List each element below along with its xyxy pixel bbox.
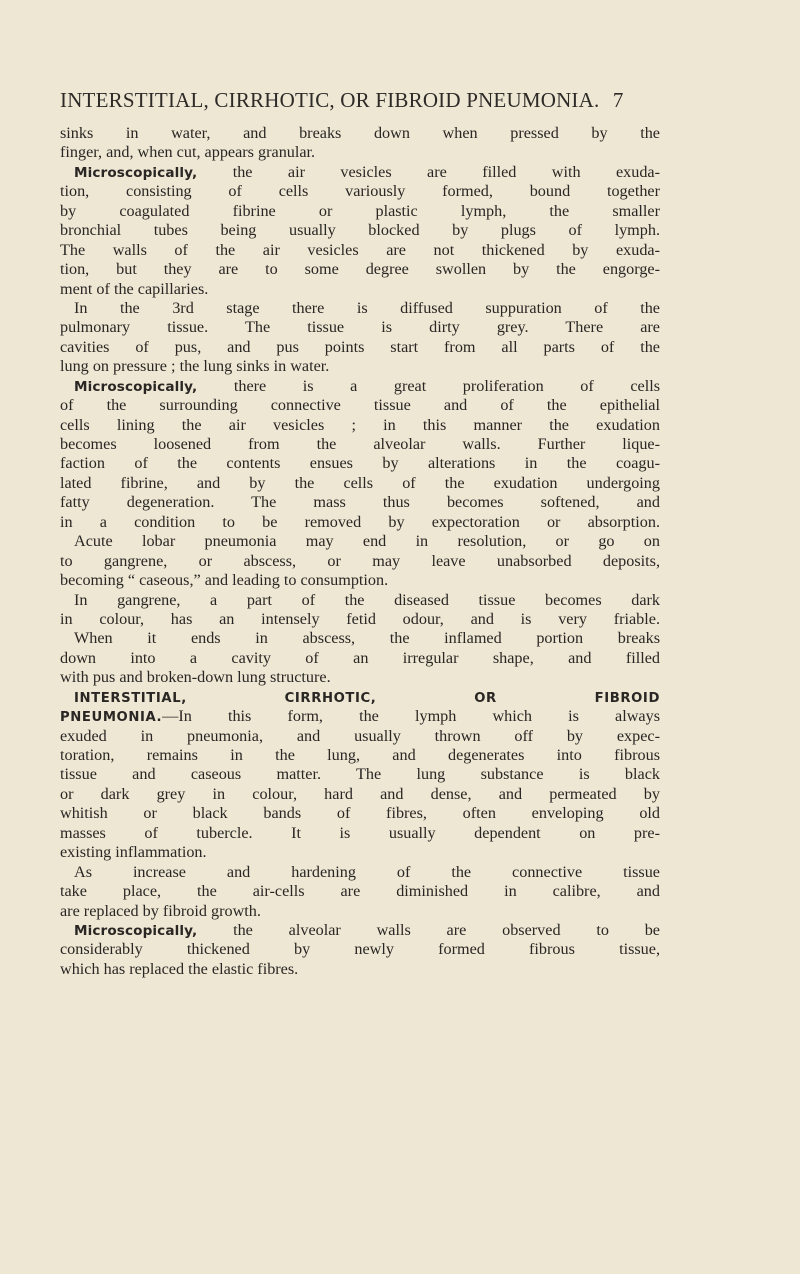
text-run: sinks in water, and breaks down when pressed by the: [60, 124, 660, 142]
run-in-heading: Microscopically,: [74, 922, 198, 939]
run-in-heading: PNEUMONIA.: [60, 710, 163, 726]
text-line: [60, 202, 660, 221]
text-run: The walls of the air vesicles are not thickened by exuda-: [60, 240, 660, 259]
text-line: [60, 824, 660, 843]
text-line: [60, 629, 660, 648]
text-line: [60, 435, 660, 454]
text-line: [60, 727, 660, 746]
text-line: [60, 318, 660, 337]
text-run: with pus and broken-down lung structure.: [60, 668, 331, 687]
text-run: toration, remains in the lung, and degenerates into fibrous: [60, 746, 660, 764]
text-run: which has replaced the elastic fibres.: [60, 959, 299, 978]
text-line: [60, 940, 660, 959]
body-text: [60, 124, 660, 979]
text-line: [60, 571, 660, 590]
text-run: cells lining the air vesicles ; in this manner the exudation: [60, 415, 660, 434]
text-run: considerably thickened by newly formed fibrous tissue,: [60, 940, 660, 959]
text-run: Acute lobar pneumonia may end in resolution, or go on: [74, 532, 660, 551]
text-line: [60, 513, 660, 532]
text-line: [60, 124, 660, 143]
text-run: bronchial tubes being usually blocked by plugs of lymph.: [60, 221, 660, 240]
text-run: take place, the air-cells are diminished in calibre, and: [60, 882, 660, 901]
text-run: In the 3rd stage there is diffused suppuration of the: [74, 298, 660, 317]
text-run: exuded in pneumonia, and usually thrown off by expec-: [60, 726, 660, 745]
text-run: pulmonary tissue. The tissue is dirty grey. There are: [60, 318, 660, 337]
text-line: [60, 299, 660, 318]
text-line: [60, 163, 660, 182]
text-run: becoming “ caseous,” and leading to consumption.: [60, 571, 389, 590]
text-run: the air vesicles are filled with exuda-: [197, 162, 660, 181]
text-line: [60, 843, 660, 862]
text-run: there is a great proliferation of cells: [197, 376, 660, 395]
text-line: [60, 416, 660, 435]
text-run: faction of the contents ensues by alterations in the coagu-: [60, 454, 660, 473]
text-run: in colour, has an intensely fetid odour, and is very friable.: [60, 609, 660, 628]
text-line: [60, 882, 660, 901]
text-run: down into a cavity of an irregular shape, and filled: [60, 648, 660, 667]
text-run: becomes loosened from the alveolar walls. Further lique-: [60, 435, 660, 453]
text-run: or dark grey in colour, hard and dense, and permeated by: [60, 784, 660, 803]
text-line: [60, 688, 660, 707]
chapter-title: INTERSTITIAL, CIRRHOTIC, OR FIBROID PNEUMONIA.: [60, 88, 600, 112]
text-line: [60, 552, 660, 571]
run-in-heading: INTERSTITIAL, CIRRHOTIC, OR FIBROID: [74, 690, 660, 706]
running-head: [60, 88, 660, 113]
text-line: [60, 921, 660, 940]
text-run: As increase and hardening of the connective tissue: [74, 862, 660, 881]
text-line: [60, 357, 660, 376]
text-line: [60, 863, 660, 882]
text-run: lated fibrine, and by the cells of the exudation undergoing: [60, 473, 660, 492]
text-run: finger, and, when cut, appears granular.: [60, 143, 316, 162]
text-line: [60, 785, 660, 804]
text-run: tion, consisting of cells variously formed, bound together: [60, 182, 660, 201]
text-run: are replaced by fibroid growth.: [60, 901, 261, 920]
text-line: [60, 902, 660, 921]
text-run: tissue and caseous matter. The lung substance is black: [60, 765, 660, 784]
text-line: [60, 960, 660, 979]
text-line: [60, 143, 660, 162]
text-line: [60, 221, 660, 240]
text-run: to gangrene, or abscess, or may leave unabsorbed deposits,: [60, 551, 660, 570]
text-run: whitish or black bands of fibres, often enveloping old: [60, 804, 660, 823]
text-run: In gangrene, a part of the diseased tissue becomes dark: [74, 590, 660, 609]
text-line: [60, 241, 660, 260]
text-line: [60, 338, 660, 357]
text-run: in a condition to be removed by expectoration or absorption.: [60, 512, 660, 531]
text-line: [60, 493, 660, 512]
text-line: [60, 182, 660, 201]
text-line: [60, 532, 660, 551]
text-line: [60, 454, 660, 473]
page-number: 7: [612, 88, 624, 112]
text-line: [60, 668, 660, 687]
text-run: tion, but they are to some degree swollen by the engorge-: [60, 260, 660, 279]
text-line: [60, 474, 660, 493]
text-run: When it ends in abscess, the inflamed portion breaks: [74, 629, 660, 648]
text-line: [60, 765, 660, 784]
text-line: [60, 610, 660, 629]
text-line: [60, 377, 660, 396]
text-run: lung on pressure ; the lung sinks in water.: [60, 357, 330, 376]
text-line: [60, 804, 660, 823]
text-run: fatty degeneration. The mass thus becomes softened, and: [60, 493, 660, 512]
text-line: [60, 280, 660, 299]
run-in-heading: Microscopically,: [74, 378, 198, 395]
text-run: by coagulated fibrine or plastic lymph, the smaller: [60, 201, 660, 220]
text-line: [60, 707, 660, 726]
run-in-heading: Microscopically,: [74, 164, 198, 181]
text-run: ment of the capillaries.: [60, 279, 209, 298]
text-line: [60, 649, 660, 668]
text-line: [60, 260, 660, 279]
text-run: existing inflammation.: [60, 843, 207, 862]
text-line: [60, 396, 660, 415]
text-run: the alveolar walls are observed to be: [197, 920, 660, 939]
text-line: [60, 591, 660, 610]
text-run: —In this form, the lymph which is always: [162, 707, 660, 726]
text-run: masses of tubercle. It is usually dependent on pre-: [60, 823, 660, 842]
text-line: [60, 746, 660, 765]
text-run: of the surrounding connective tissue and of the epithelial: [60, 396, 660, 415]
text-run: cavities of pus, and pus points start from all parts of the: [60, 337, 660, 356]
